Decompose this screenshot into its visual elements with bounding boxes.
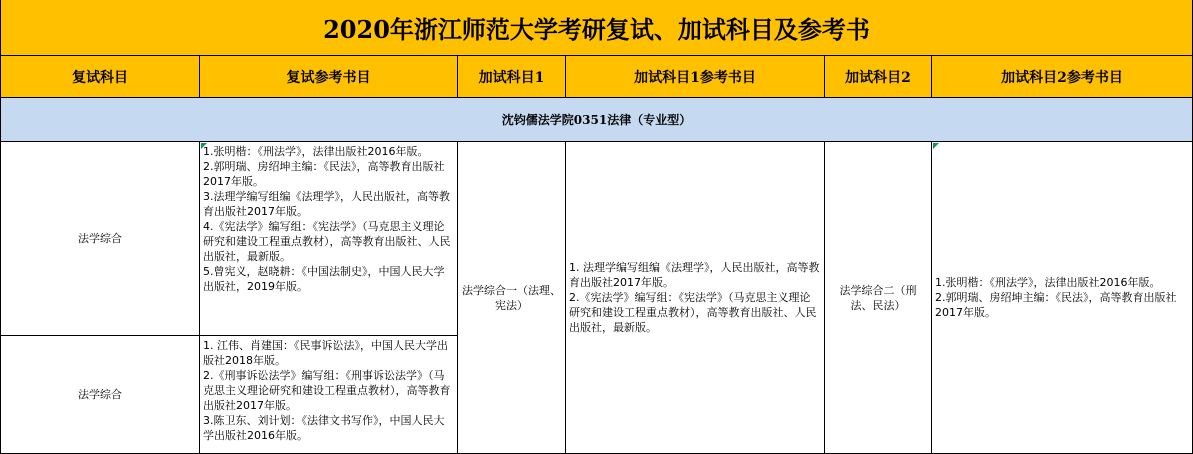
list-item: 2.郭明瑞、房绍坤主编：《民法》，高等教育出版社2017年版。 xyxy=(203,160,445,188)
header-cell-retest-books[interactable]: 复试参考书目 xyxy=(200,56,458,98)
list-item: 3.陈卫东、刘计划：《法律文书写作》，中国人民大学出版社2016年版。 xyxy=(203,414,445,442)
retest-books-cell-2[interactable] xyxy=(200,336,458,454)
retest-subject-cell-2[interactable]: 法学综合 xyxy=(0,336,200,454)
book-list-2 xyxy=(203,338,454,443)
extra1-books-cell[interactable] xyxy=(566,142,825,454)
list-item: 1.张明楷：《刑法学》，法律出版社2016年版。 xyxy=(203,145,429,158)
section-row[interactable]: 沈钧儒法学院0351法律（专业型） xyxy=(0,98,1193,142)
sheet-title[interactable]: 2020年浙江师范大学考研复试、加试科目及参考书 xyxy=(0,0,1193,56)
extra2-subject-cell[interactable]: 法学综合二（刑法、民法） xyxy=(825,142,932,454)
header-cell-extra2-subject[interactable]: 加试科目2 xyxy=(825,56,932,98)
cell-indicator-icon xyxy=(933,143,939,149)
list-item: 1. 法理学编写组编《法理学》，人民出版社，高等教育出版社2017年版。 xyxy=(569,261,820,289)
extra2-book-list xyxy=(935,275,1189,320)
list-item: 2.《刑事诉讼法学》编写组：《刑事诉讼法学》（马克思主义理论研究和建设工程重点教材），高等教育出版社2017年版。 xyxy=(203,369,451,412)
list-item: 3.法理学编写组编《法理学》，人民出版社，高等教育出版社2017年版。 xyxy=(203,190,450,218)
extra1-book-list xyxy=(569,260,821,335)
extra2-books-cell[interactable] xyxy=(932,142,1193,454)
header-cell-retest-subject[interactable]: 复试科目 xyxy=(0,56,200,98)
cell-indicator-icon xyxy=(201,143,207,149)
list-item: 1.张明楷：《刑法学》，法律出版社2016年版。 xyxy=(935,276,1161,289)
header-cell-extra2-books[interactable]: 加试科目2参考书目 xyxy=(932,56,1193,98)
list-item: 1. 江伟、肖建国：《民事诉讼法》，中国人民大学出版社2018年版。 xyxy=(203,339,448,367)
retest-subject-cell-1[interactable]: 法学综合 xyxy=(0,142,200,336)
header-cell-extra1-books[interactable]: 加试科目1参考书目 xyxy=(566,56,825,98)
book-list-1 xyxy=(203,144,454,294)
list-item: 2.《宪法学》编写组：《宪法学》（马克思主义理论研究和建设工程重点教材），高等教育出版社、人民出版社，最新版。 xyxy=(569,291,817,334)
header-row xyxy=(0,56,1193,98)
list-item: 2.郭明瑞、房绍坤主编：《民法》，高等教育出版社2017年版。 xyxy=(935,291,1177,319)
list-item: 5.曾宪义，赵晓耕：《中国法制史》，中国人民大学出版社，2019年版。 xyxy=(203,265,445,293)
list-item: 4.《宪法学》编写组：《宪法学》（马克思主义理论研究和建设工程重点教材），高等教育出版社、人民出版社，最新版。 xyxy=(203,220,451,263)
retest-books-cell-1[interactable] xyxy=(200,142,458,336)
header-cell-extra1-subject[interactable]: 加试科目1 xyxy=(458,56,566,98)
extra1-subject-cell[interactable]: 法学综合一（法理、宪法） xyxy=(458,142,566,454)
